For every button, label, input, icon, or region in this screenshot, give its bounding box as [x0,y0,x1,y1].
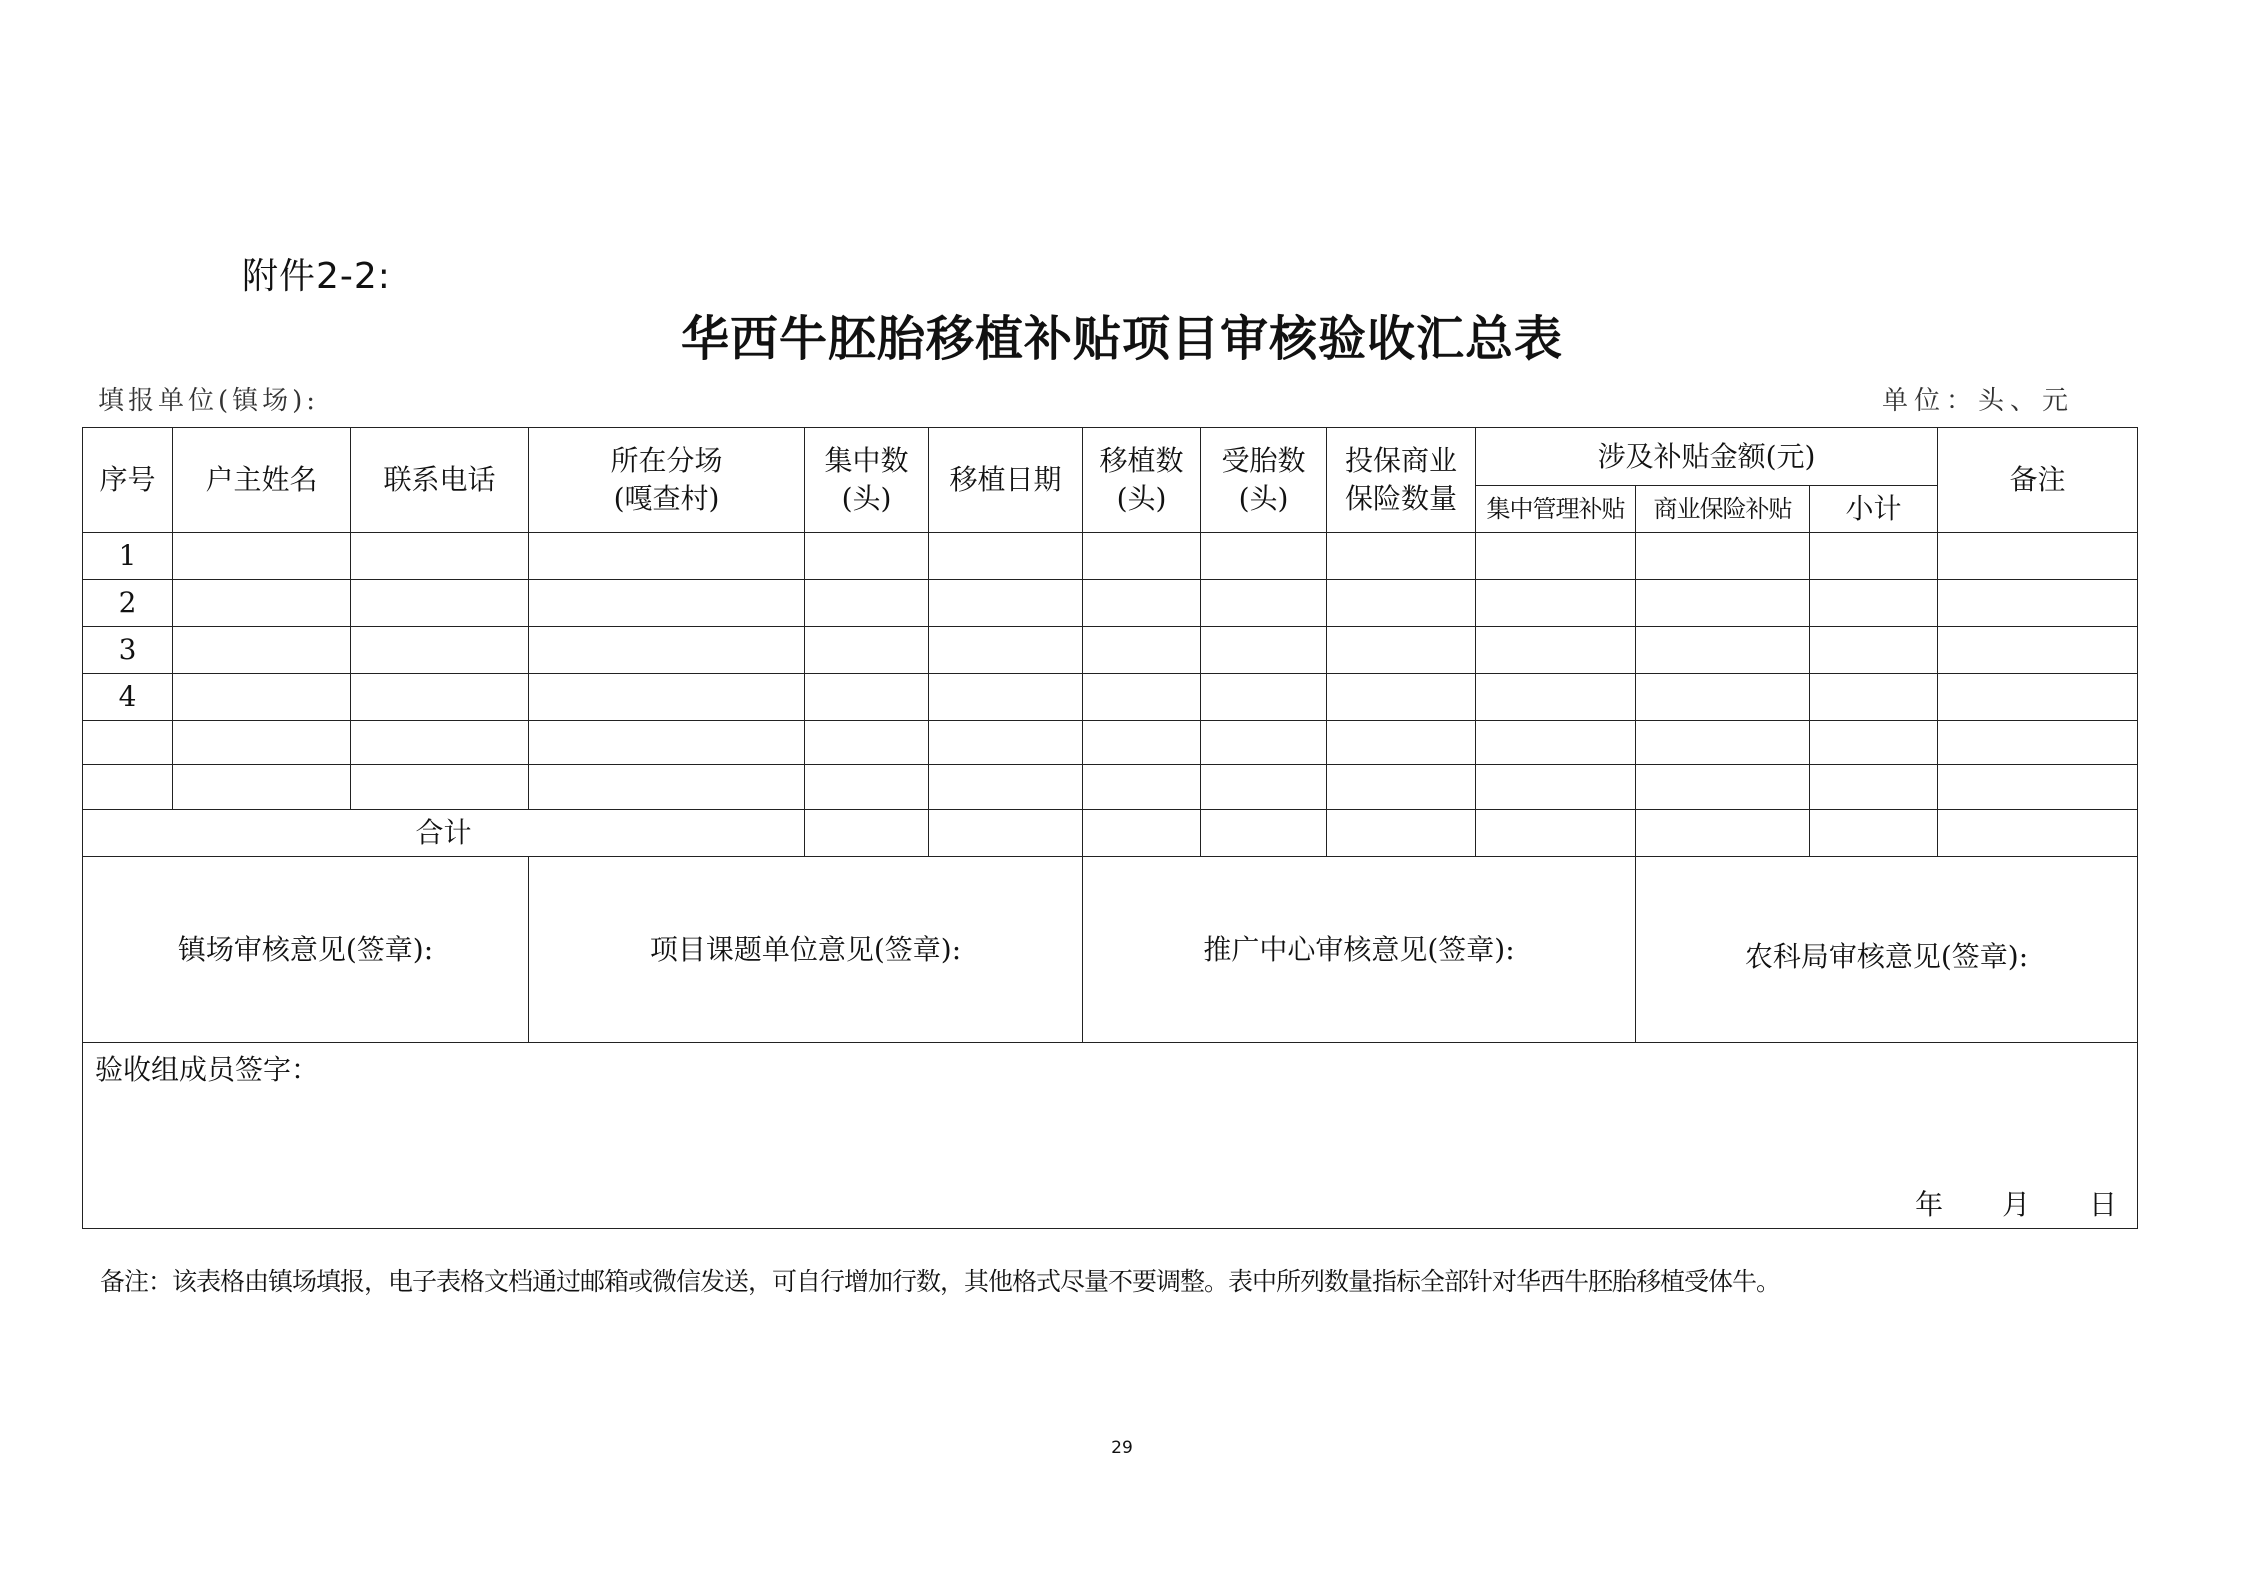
header-transplant-line1: 移植数 [1099,444,1184,477]
header-transplant-count [1083,428,1201,533]
members-sign-label: 验收组成员签字： [95,1053,320,1086]
table-cell [1327,580,1476,627]
table-cell [929,765,1083,810]
table-row [83,533,2138,580]
table-cell [351,580,529,627]
header-subsidy: 涉及补贴金额(元) [1476,428,1938,486]
table-cell [1083,627,1201,674]
table-cell [1476,721,1636,765]
table-cell [1636,765,1810,810]
table-cell [1083,580,1201,627]
header-insurance-count [1327,428,1476,533]
table-cell [529,765,805,810]
table-cell [1476,674,1636,721]
members-sign-row [83,1043,2138,1229]
table-row [83,674,2138,721]
table-cell [1201,580,1327,627]
header-insurance-line2: 保险数量 [1344,482,1457,515]
table-cell [1083,533,1201,580]
fill-unit-label: 填报单位(镇场): [98,386,320,416]
table-row [83,765,2138,810]
table-cell [1201,765,1327,810]
table-cell [805,765,929,810]
table-cell [1083,721,1201,765]
table-cell [1938,674,2138,721]
row-number: 3 [83,627,173,674]
header-branch [529,428,805,533]
members-sign-cell [83,1043,2138,1229]
header-branch-line2: (嘎查村) [613,482,720,515]
total-row [83,810,2138,857]
header-subsidy-total: 小计 [1810,486,1938,533]
table-cell [1636,580,1810,627]
table-cell [1810,765,1938,810]
header-subsidy-management: 集中管理补贴 [1476,486,1636,533]
table-cell [1810,810,1938,857]
table-cell [1810,674,1938,721]
header-transplant-date: 移植日期 [929,428,1083,533]
date-year: 年 [1915,1188,1944,1221]
row-number: 2 [83,580,173,627]
table-cell [805,627,929,674]
header-concentrated [805,428,929,533]
table-cell [1327,721,1476,765]
town-opinion: 镇场审核意见(签章): [83,857,529,1043]
total-label: 合计 [83,810,805,857]
table-cell [173,580,351,627]
header-transplant-line2: (头) [1116,482,1167,515]
table-cell [1636,721,1810,765]
table-cell [805,721,929,765]
table-cell [173,674,351,721]
table-cell [929,721,1083,765]
table-cell [1327,533,1476,580]
table-cell [805,580,929,627]
table-cell [1810,580,1938,627]
table-cell [1201,721,1327,765]
table-cell [1810,627,1938,674]
table-cell [1327,810,1476,857]
bureau-opinion: 农科局审核意见(签章): [1636,857,2138,1043]
table-cell [529,627,805,674]
header-concentrated-line1: 集中数 [824,444,909,477]
row-number: 1 [83,533,173,580]
footnote: 备注：该表格由镇场填报，电子表格文档通过邮箱或微信发送，可自行增加行数，其他格式尽量不要调整。表中所列数量指标全部针对华西牛胚胎移植受体牛。 [100,1267,1781,1296]
table-cell [929,533,1083,580]
table-cell [1636,627,1810,674]
unit-label: 单位：头、元 [1881,386,2074,416]
date-month: 月 [2002,1188,2031,1221]
table-cell [1938,627,2138,674]
table-cell [1201,674,1327,721]
project-opinion: 项目课题单位意见(签章): [529,857,1083,1043]
page-number: 29 [1111,1438,1133,1458]
table-cell [1938,533,2138,580]
table-cell [1476,580,1636,627]
table-cell [929,627,1083,674]
header-phone: 联系电话 [351,428,529,533]
table-cell [1938,810,2138,857]
table-cell [529,580,805,627]
header-pregnancy-count [1201,428,1327,533]
table-cell [1810,533,1938,580]
opinion-row [83,857,2138,1043]
table-cell [929,580,1083,627]
table-cell [1083,765,1201,810]
table-cell [805,533,929,580]
table-cell [351,533,529,580]
table-cell [83,765,173,810]
summary-table [82,427,2138,1229]
header-pregnancy-line2: (头) [1238,482,1289,515]
header-subsidy-insurance: 商业保险补贴 [1636,486,1810,533]
table-cell [529,674,805,721]
table-cell [1938,765,2138,810]
table-cell [929,674,1083,721]
table-row [83,721,2138,765]
table-cell [1083,810,1201,857]
table-cell [805,810,929,857]
attachment-label: 附件2-2: [242,256,391,297]
table-cell [351,627,529,674]
table-cell [173,765,351,810]
header-insurance-line1: 投保商业 [1344,444,1457,477]
table-cell [529,533,805,580]
table-cell [1938,721,2138,765]
table-cell [1476,810,1636,857]
date-day: 日 [2088,1188,2117,1221]
table-cell [1327,765,1476,810]
table-row [83,627,2138,674]
sign-date [1865,1186,2137,1224]
table-cell [1636,533,1810,580]
header-concentrated-line2: (头) [841,482,892,515]
table-cell [351,674,529,721]
table-cell [1938,580,2138,627]
table-cell [529,721,805,765]
header-remark: 备注 [1938,428,2138,533]
document-title: 华西牛胚胎移植补贴项目审核验收汇总表 [680,311,1563,367]
row-number: 4 [83,674,173,721]
table-cell [173,721,351,765]
table-cell [1636,810,1810,857]
table-cell [173,627,351,674]
table-cell [1476,765,1636,810]
table-cell [929,810,1083,857]
center-opinion: 推广中心审核意见(签章): [1083,857,1636,1043]
table-cell [173,533,351,580]
header-row-1 [83,428,2138,486]
table-cell [83,721,173,765]
table-cell [1327,627,1476,674]
header-pregnancy-line1: 受胎数 [1221,444,1306,477]
table-cell [805,674,929,721]
header-branch-line1: 所在分场 [610,444,723,477]
table-cell [1201,533,1327,580]
table-cell [351,721,529,765]
table-cell [1083,674,1201,721]
table-cell [1201,810,1327,857]
table-cell [1201,627,1327,674]
table-cell [1476,627,1636,674]
table-row [83,580,2138,627]
table-cell [351,765,529,810]
table-cell [1810,721,1938,765]
table-cell [1476,533,1636,580]
header-seq: 序号 [83,428,173,533]
table-cell [1327,674,1476,721]
table-cell [1636,674,1810,721]
header-owner: 户主姓名 [173,428,351,533]
